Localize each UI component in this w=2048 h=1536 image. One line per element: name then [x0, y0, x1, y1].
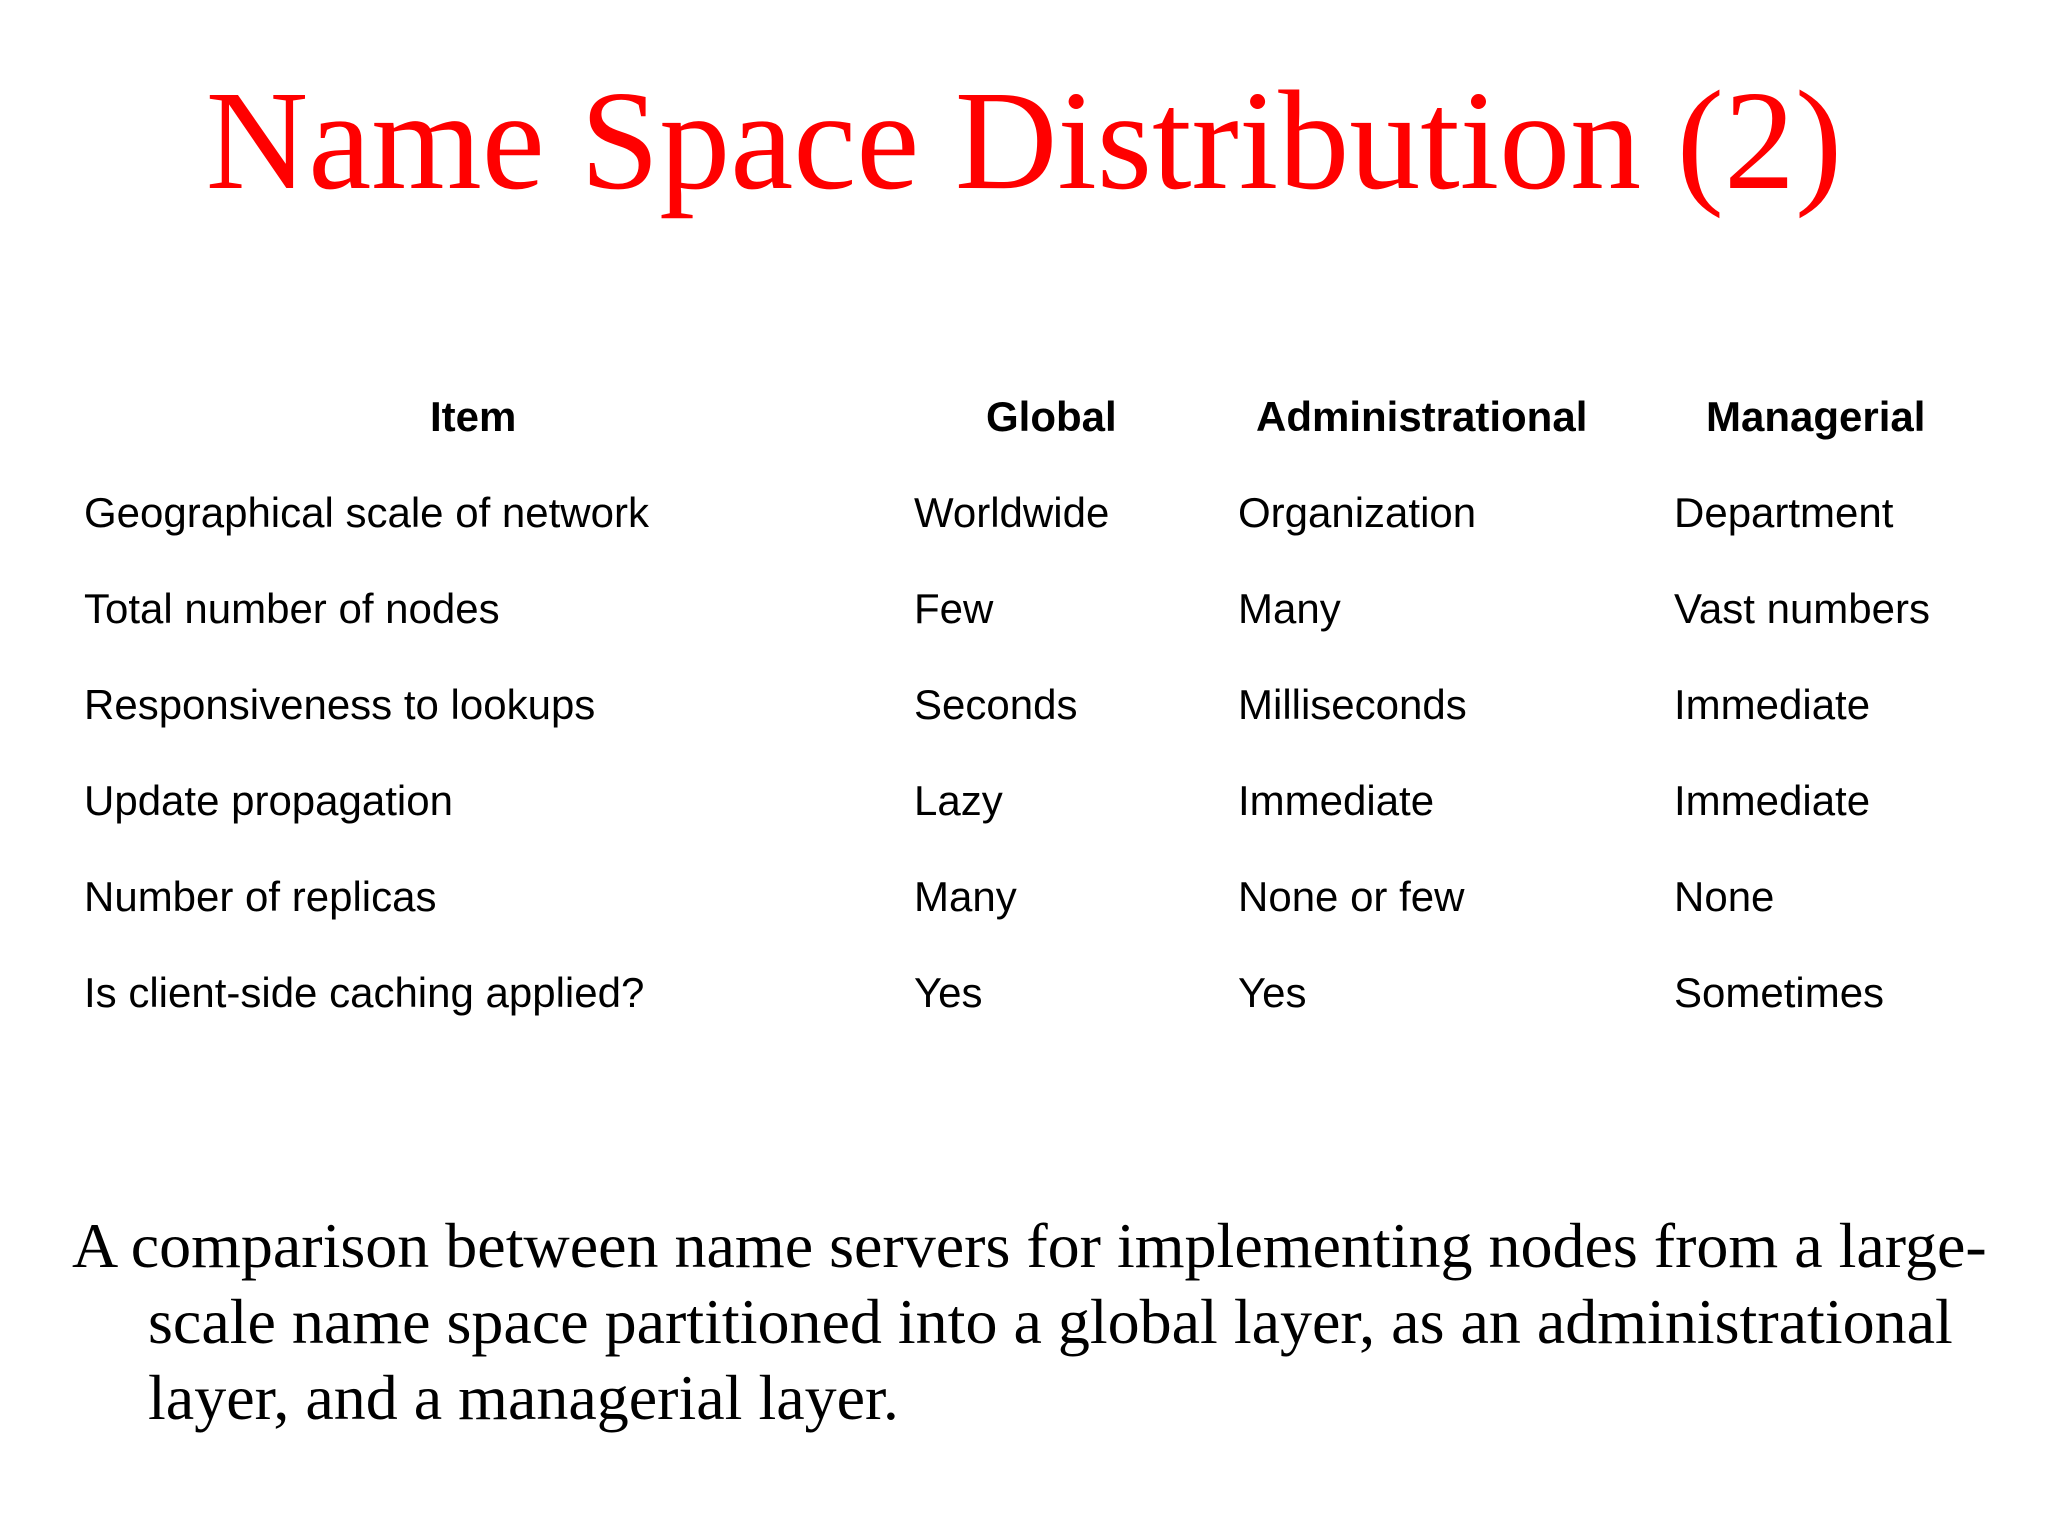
table-cell-global: Worldwide [914, 489, 1110, 536]
table-cell-item: Responsiveness to lookups [84, 681, 596, 728]
table-cell-global: Lazy [914, 777, 1003, 824]
table-header-administrational: Administrational [1256, 393, 1588, 440]
table-header-managerial: Managerial [1706, 393, 1926, 440]
table-cell-item: Update propagation [84, 777, 453, 824]
table-cell-item: Is client-side caching applied? [84, 969, 645, 1016]
page-title: Name Space Distribution (2) [205, 61, 1843, 219]
table-cell-administrational: Yes [1238, 969, 1307, 1016]
table-header-item: Item [430, 393, 517, 440]
table-cell-managerial: None [1674, 873, 1775, 920]
table-cell-item: Total number of nodes [84, 585, 500, 632]
table-cell-global: Yes [914, 969, 983, 1016]
table-cell-item: Number of replicas [84, 873, 437, 920]
table-cell-administrational: Many [1238, 585, 1341, 632]
table-cell-administrational: Organization [1238, 489, 1477, 536]
table-cell-global: Many [914, 873, 1017, 920]
table-cell-item: Geographical scale of network [84, 489, 649, 536]
table-cell-administrational: Milliseconds [1238, 681, 1467, 728]
table-cell-administrational: Immediate [1238, 777, 1435, 824]
figure-caption: A comparison between name servers for implementing nodes from a large-scale name space partitioned into a global layer, as an administrational layer, and a managerial layer. [72, 1210, 1987, 1433]
table-cell-managerial: Sometimes [1674, 969, 1885, 1016]
table-cell-global: Seconds [914, 681, 1078, 728]
table-cell-managerial: Immediate [1674, 777, 1871, 824]
table-cell-global: Few [914, 585, 994, 632]
table-cell-administrational: None or few [1238, 873, 1465, 920]
table-cell-managerial: Immediate [1674, 681, 1871, 728]
table-cell-managerial: Vast numbers [1674, 585, 1930, 632]
table-cell-managerial: Department [1674, 489, 1894, 536]
table-header-global: Global [986, 393, 1117, 440]
